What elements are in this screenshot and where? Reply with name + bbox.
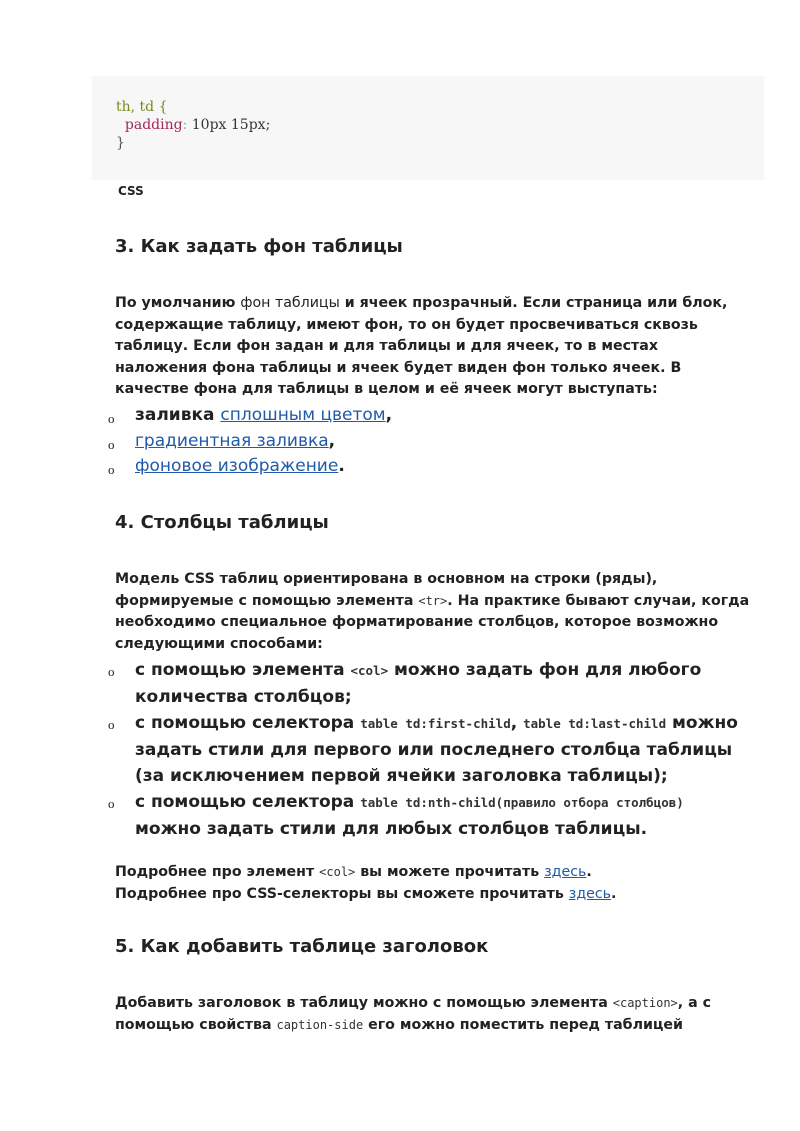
selectors-here-link[interactable]: здесь — [568, 886, 612, 902]
section-3-paragraph — [115, 293, 755, 401]
note-2-end: . — [611, 886, 617, 902]
item-1-text-b: можно задать фон для любого количества столбцов; — [135, 660, 702, 707]
list-item-suffix: , — [385, 405, 393, 425]
bullet-marker: o — [108, 411, 115, 426]
code-colon: : — [182, 117, 188, 133]
last-child-code: table td:last-child — [523, 716, 667, 731]
note-1-text-a: Подробнее про элемент — [115, 864, 320, 880]
section-3-text-normal: фон таблицы — [240, 295, 340, 311]
list-item-suffix: . — [338, 456, 345, 476]
code-property: padding — [124, 117, 183, 133]
list-item — [108, 789, 748, 842]
code-block — [92, 76, 764, 180]
note-2-text-a: Подробнее про CSS-селекторы вы сможете прочитать — [115, 886, 569, 902]
code-line-close — [116, 134, 764, 152]
section-3-heading: 3. Как задать фон таблицы — [115, 236, 403, 257]
bullet-marker: o — [108, 664, 115, 679]
list-item — [108, 403, 748, 429]
code-line-declaration — [116, 116, 764, 134]
bullet-marker: o — [108, 436, 115, 452]
section-5-text-3: его можно поместить перед таблицей — [363, 1016, 683, 1033]
selectors-more-info — [115, 883, 616, 905]
bullet-marker: o — [108, 462, 115, 477]
item-2-text-b: можно задать стили для первого или последнего столбца таблицы (за исключением первой ячейки заголовка таблицы); — [135, 713, 738, 786]
tr-code: <tr> — [418, 593, 448, 608]
col-here-link[interactable]: здесь — [544, 864, 587, 880]
section-3-text-1: По умолчанию — [115, 295, 241, 311]
code-close-brace: } — [116, 135, 125, 151]
item-3-text-b: можно задать стили для любых столбцов таблицы. — [135, 819, 648, 839]
caption-code: <caption> — [612, 996, 678, 1010]
code-value: 10px 15px; — [187, 117, 271, 133]
code-language-label: CSS — [118, 184, 144, 198]
background-image-link[interactable]: фоновое изображение — [135, 456, 339, 476]
section-4-paragraph — [115, 569, 755, 655]
item-2-text-a: с помощью селектора — [135, 713, 361, 733]
note-1-text-b: вы можете прочитать — [355, 864, 545, 880]
list-item-prefix: заливка — [135, 405, 221, 425]
item-3-text-a: с помощью селектора — [135, 792, 361, 812]
background-options-list — [108, 403, 748, 480]
col-more-info — [115, 861, 592, 883]
column-styling-list — [108, 657, 748, 842]
section-5-heading: 5. Как добавить таблице заголовок — [115, 936, 489, 957]
first-child-code: table td:first-child — [360, 716, 511, 731]
gradient-fill-link[interactable]: градиентная заливка — [135, 430, 329, 451]
code-line-selector — [116, 98, 764, 116]
nth-child-code: table td:nth-child(правило отбора столбцов) — [360, 795, 684, 810]
list-item — [108, 710, 748, 789]
section-5-text-2: , а с помощью свойства — [115, 995, 712, 1033]
list-item — [108, 657, 748, 710]
section-3-text-2: и ячеек прозрачный. Если страница или блок, содержащие таблицу, имеют фон, то он будет просвечиваться сквозь таблицу. Если фон задан и для таблицы и для ячеек, то в местах наложения фона таблицы и ячеек будет виден фон только ячеек. В качестве фона для таблицы в целом и её ячеек могут выступать: — [115, 295, 728, 397]
solid-color-link[interactable]: сплошным цветом — [220, 405, 386, 425]
code-selector: th, td { — [116, 99, 168, 115]
section-5-text-1: Добавить заголовок в таблицу можно с помощью элемента — [115, 995, 613, 1011]
note-col-code: <col> — [319, 865, 356, 879]
bullet-marker: o — [108, 796, 115, 811]
section-4-text-2: . На практике бывают случаи, когда необходимо специальное форматирование столбцов, которое возможно следующими способами: — [115, 592, 750, 652]
col-code: <col> — [350, 663, 389, 678]
section-5-paragraph — [115, 993, 755, 1036]
item-2-comma: , — [510, 713, 524, 733]
bullet-marker: o — [108, 717, 115, 732]
note-1-end: . — [586, 864, 592, 880]
section-4-heading: 4. Столбцы таблицы — [115, 512, 329, 533]
caption-side-code: caption-side — [276, 1017, 364, 1032]
section-4-text-1: Модель CSS таблиц ориентирована в основном на строки (ряды), формируемые с помощью элемента — [115, 571, 658, 609]
list-item-suffix: , — [328, 430, 336, 451]
item-1-text-a: с помощью элемента — [135, 660, 351, 680]
list-item — [108, 454, 748, 480]
list-item — [108, 429, 748, 455]
